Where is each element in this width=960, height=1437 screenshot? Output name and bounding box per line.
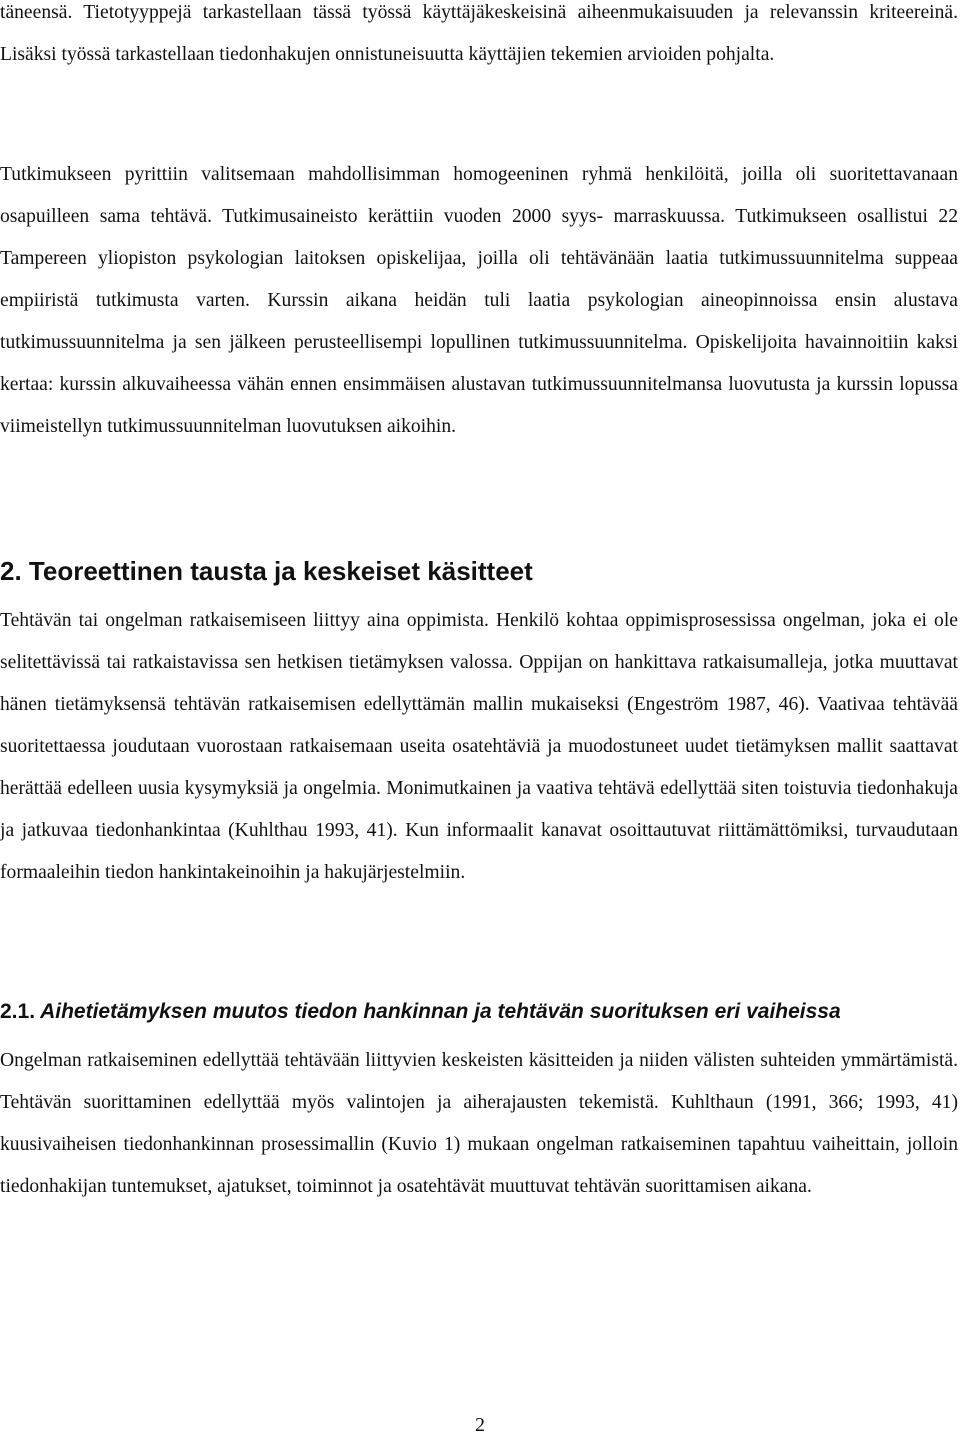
section-title: Teoreettinen tausta ja keskeiset käsitteet (28, 556, 533, 586)
page-number: 2 (475, 1414, 485, 1436)
section-heading-2-1 (0, 996, 841, 1028)
paragraph-intro-continuation: täneensä. Tietotyyppejä tarkastellaan tässä työssä käyttäjäkeskeisinä aiheenmukaisuuden ja relevanssin kriteereinä. Lisäksi työssä tarkastellaan tiedonhakujen onnistuneisuutta käyttäjien tekemien arvioiden pohjalta. (0, 2, 958, 65)
paragraph-study-design: Tutkimukseen pyrittiin valitsemaan mahdollisimman homogeeninen ryhmä henkilöitä, joilla oli suoritettavanaan osapuilleen sama tehtävä. Tutkimusaineisto kerättiin vuoden 2000 syys- marraskuussa. Tutkimukseen osallistui 22 Tampereen yliopiston psykologian laitoksen opiskelijaa, joilla oli tehtävänään laatia tutkimussuunnitelma suppeaa empiiristä tutkimusta varten. Kurssin aikana heidän tuli laatia psykologian aineopinnoissa ensin alustava tutkimussuunnitelma ja sen jälkeen perusteellisempi lopullinen tutkimussuunnitelma. Opiskelijoita havainnoitiin kaksi kertaa: kurssin alkuvaiheessa vähän ennen ensimmäisen alustavan tutkimussuunnitelmansa luovutusta ja kurssin lopussa viimeistellyn tutkimussuunnitelman luovutuksen aikoihin. (0, 164, 958, 437)
section-heading-2 (0, 553, 533, 589)
subsection-number: 2.1. (0, 1000, 36, 1023)
subsection-title: Aihetietämyksen muutos tiedon hankinnan ja tehtävän suorituksen eri vaiheissa (40, 1000, 841, 1023)
paragraph-problem-solving: Ongelman ratkaiseminen edellyttää tehtävään liittyvien keskeisten käsitteiden ja niiden välisten suhteiden ymmärtämistä. Tehtävän suorittaminen edellyttää myös valintojen ja aiherajausten tekemistä. Kuhlthaun (1991, 366; 1993, 41) kuusivaiheisen tiedonhankinnan prosessimallin (Kuvio 1) mukaan ongelman ratkaiseminen tapahtuu vaiheittain, jolloin tiedonhakijan tuntemukset, ajatukset, toiminnot ja osatehtävät muuttuvat tehtävän suorittamisen aikana. (0, 1050, 958, 1197)
section-number: 2. (0, 556, 22, 586)
paragraph-theory: Tehtävän tai ongelman ratkaisemiseen liittyy aina oppimista. Henkilö kohtaa oppimisprosessissa ongelman, joka ei ole selitettävissä tai ratkaistavissa sen hetkisen tietämyksen valossa. Oppijan on hankittava ratkaisumalleja, jotka muuttavat hänen tietämyksensä tehtävän ratkaisemisen edellyttämän mallin mukaiseksi (Engeström 1987, 46). Vaativaa tehtävää suoritettaessa joudutaan vuorostaan ratkaisemaan useita osatehtäviä ja muodostuneet uudet tietämyksen mallit saattavat herättää edelleen uusia kysymyksiä ja ongelmia. Monimutkainen ja vaativa tehtävä edellyttää siten toistuvia tiedonhakuja ja jatkuvaa tiedonhankintaa (Kuhlthau 1993, 41). Kun informaalit kanavat osoittautuvat riittämättömiksi, turvaudutaan formaaleihin tiedon hankintakeinoihin ja hakujärjestelmiin. (0, 610, 958, 883)
